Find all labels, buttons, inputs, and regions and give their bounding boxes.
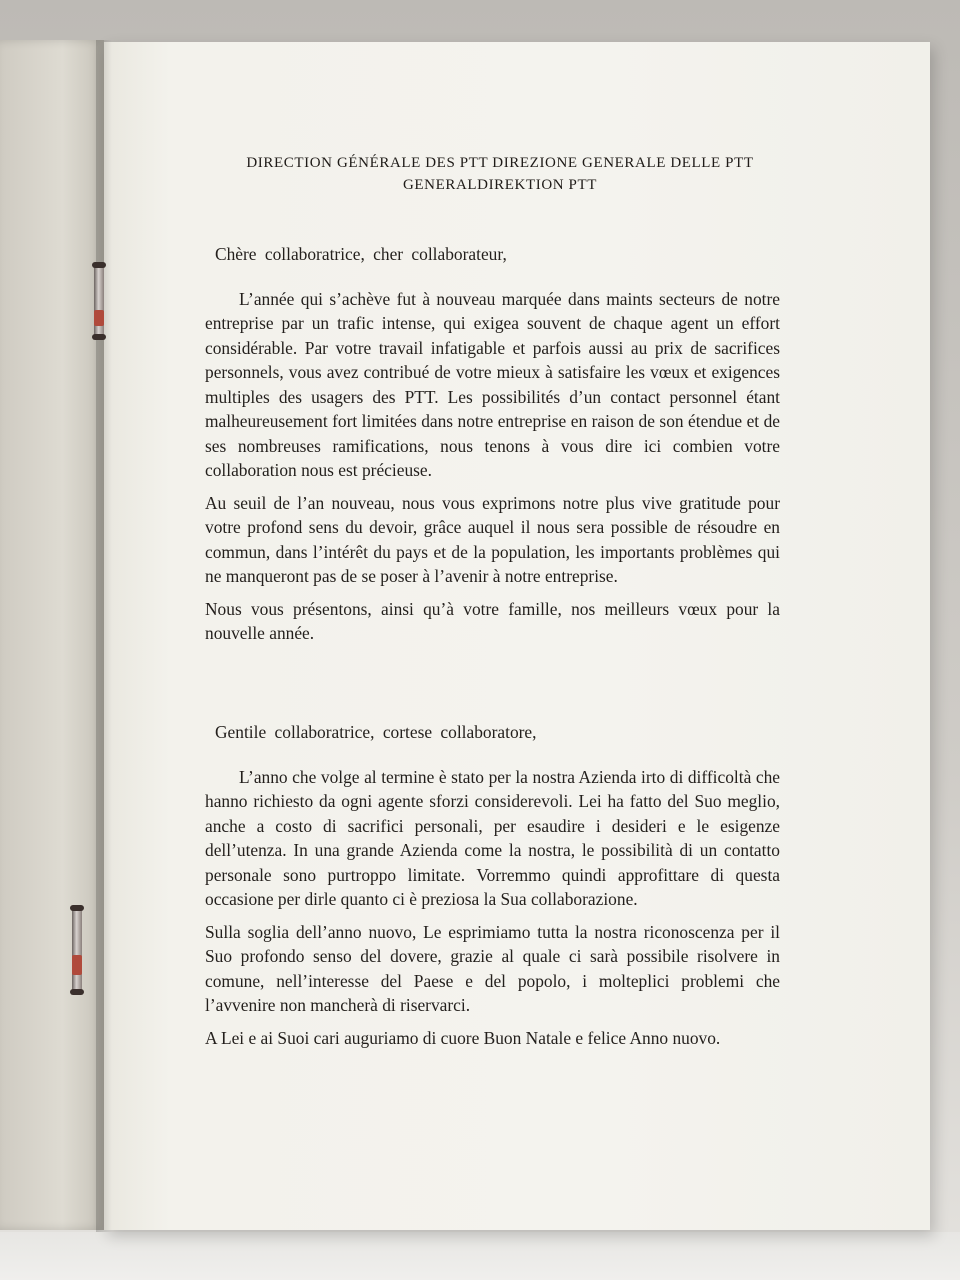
italian-salutation: Gentile collaboratrice, cortese collaboratore,	[215, 722, 537, 742]
spine-shadow	[96, 40, 112, 1232]
italian-paragraph-1: L’anno che volge al termine è stato per la nostra Azienda irto di difficoltà che hanno richiesto da ogni agente sforzi considerevoli. Lei ha fatto del Suo meglio, anche a costo di sacrifici personali, per esaudire i desideri e le esigenze dell’utenza. In una grande Azienda come la nostra, le possibilità di un contatto personale sono purtroppo limitate. Vorremmo quindi approfittare di questa occasione per dirle quanto ci è preziosa la Sua collaborazione.	[205, 766, 780, 909]
table-surface	[0, 1232, 960, 1280]
italian-paragraph-2: Sulla soglia dell’anno nuovo, Le esprimiamo tutta la nostra riconoscenza per il Suo profondo senso del dovere, grazie al quale ci sarà possibile risolvere in comune, nell’interesse del Paese e del popolo, i molteplici problemi che l’avvenire non mancherà di riservarci.	[205, 921, 780, 1015]
staple-top	[94, 262, 104, 340]
french-salutation: Chère collaboratrice, cher collaborateur,	[215, 244, 507, 264]
header-line-1: DIRECTION GÉNÉRALE DES PTT DIREZIONE GENERALE DELLE PTT	[246, 155, 754, 171]
italian-letter	[205, 720, 780, 1058]
facing-page	[0, 40, 104, 1230]
french-letter	[205, 242, 780, 654]
french-paragraph-2: Au seuil de l’an nouveau, nous vous exprimons notre plus vive gratitude pour votre profond sens du devoir, grâce auquel il nous sera possible de résoudre en commun, dans l’intérêt du pays et de la population, les importants problèmes qui ne manqueront pas de se poser à l’avenir à notre entreprise.	[205, 492, 780, 586]
italian-paragraph-3: A Lei e ai Suoi cari auguriamo di cuore Buon Natale e felice Anno nuovo.	[205, 1027, 721, 1048]
french-paragraph-3: Nous vous présentons, ainsi qu’à votre famille, nos meilleurs vœux pour la nouvelle année.	[205, 598, 780, 643]
letter-header	[200, 152, 800, 196]
french-paragraph-1: L’année qui s’achève fut à nouveau marquée dans maints secteurs de notre entreprise par un trafic intense, qui exigea souvent de chaque agent un effort considérable. Par votre travail infatigable et parfois aussi au prix de sacrifices personnels, vous avez contribué de votre mieux à satisfaire les vœux et exigences multiples des usagers des PTT. Les possibilités d’un contact personnel étant malheureusement fort limitées dans notre entreprise en raison de son étendue et de ses nombreuses ramifications, nous tenons à vous dire ici combien votre collaboration nous est précieuse.	[205, 288, 780, 480]
staple-bottom	[72, 905, 82, 995]
header-line-2: GENERALDIREKTION PTT	[402, 177, 598, 193]
